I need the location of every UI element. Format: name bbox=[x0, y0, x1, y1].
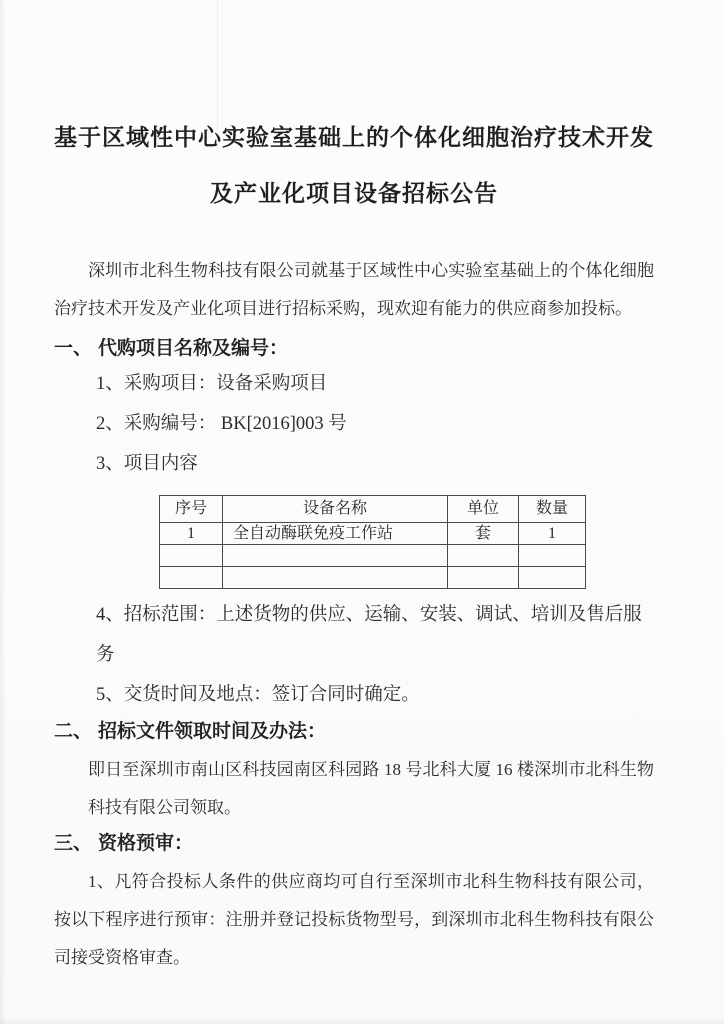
document-title bbox=[54, 110, 654, 222]
section-2-heading bbox=[54, 717, 654, 747]
list-item-5: 5、交货时间及地点：签订合同时确定。 bbox=[96, 685, 420, 705]
table-cell-quantity bbox=[519, 567, 586, 589]
section-1-title: 代购项目名称及编号： bbox=[98, 338, 289, 359]
table-header-seq: 序号 bbox=[160, 496, 223, 523]
section-3-paragraph: 1、凡符合投标人条件的供应商均可自行至深圳市北科生物科技有限公司，按以下程序进行预审：注册并登记投标货物型号，到深圳市北科生物科技有限公司接受资格审查。 bbox=[54, 872, 654, 967]
list-item-3: 3、项目内容 bbox=[96, 454, 198, 474]
section-3-heading bbox=[54, 829, 654, 859]
section-2-title: 招标文件领取时间及办法： bbox=[98, 721, 327, 742]
table-cell-device-name: 全自动酶联免疫工作站 bbox=[223, 523, 448, 545]
equipment-table bbox=[159, 495, 568, 589]
table-cell-seq bbox=[160, 545, 223, 567]
title-line-2: 及产业化项目设备招标公告 bbox=[210, 181, 498, 206]
list-item-2: 2、采购编号： BK[2016]003 号 bbox=[96, 414, 347, 434]
scan-left-edge-shadow bbox=[0, 0, 6, 1024]
intro-paragraph: 深圳市北科生物科技有限公司就基于区域性中心实验室基础上的个体化细胞治疗技术开发及产业化项目进行招标采购，现欢迎有能力的供应商参加投标。 bbox=[54, 261, 654, 318]
table-cell-device-name bbox=[223, 567, 448, 589]
table-cell-quantity: 1 bbox=[519, 523, 586, 545]
list-item-4: 4、招标范围：上述货物的供应、运输、安装、调试、培训及售后服务 bbox=[96, 605, 642, 665]
table-header-device-name: 设备名称 bbox=[223, 496, 448, 523]
title-line-1: 基于区域性中心实验室基础上的个体化细胞治疗技术开发 bbox=[54, 125, 654, 150]
table-cell-device-name bbox=[223, 545, 448, 567]
list-item-1: 1、采购项目：设备采购项目 bbox=[96, 374, 328, 394]
table-row-3-empty bbox=[160, 567, 586, 589]
section-1-number: 一、 bbox=[54, 338, 93, 359]
table-cell-unit bbox=[448, 545, 519, 567]
table-header-row bbox=[160, 496, 586, 523]
section-1-heading bbox=[54, 334, 654, 364]
table-row-1 bbox=[160, 523, 586, 545]
table-cell-seq: 1 bbox=[160, 523, 223, 545]
table-header-unit: 单位 bbox=[448, 496, 519, 523]
document-content bbox=[54, 0, 654, 977]
section-2-paragraph: 即日至深圳市南山区科技园南区科园路 18 号北科大厦 16 楼深圳市北科生物科技有限公司领取。 bbox=[88, 760, 654, 817]
table-row-2-empty bbox=[160, 545, 586, 567]
table-cell-unit: 套 bbox=[448, 523, 519, 545]
table-header-quantity: 数量 bbox=[519, 496, 586, 523]
section-3-number: 三、 bbox=[54, 833, 93, 854]
section-2-number: 二、 bbox=[54, 721, 93, 742]
table-cell-seq bbox=[160, 567, 223, 589]
table-cell-quantity bbox=[519, 545, 586, 567]
table-cell-unit bbox=[448, 567, 519, 589]
scan-bottom-edge-shadow bbox=[0, 1018, 724, 1024]
section-3-title: 资格预审： bbox=[98, 833, 194, 854]
